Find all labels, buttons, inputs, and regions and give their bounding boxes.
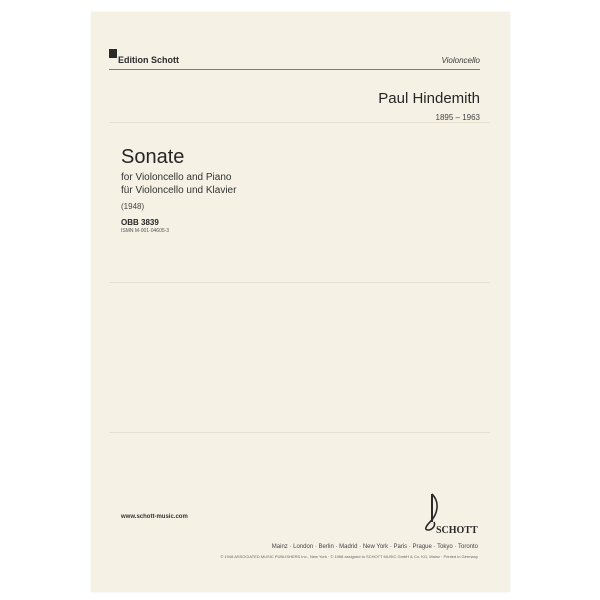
bleed-line	[109, 282, 490, 283]
subtitle-english: for Violoncello and Piano	[121, 172, 232, 183]
ismn-number: ISMN M-001-04605-3	[121, 228, 170, 234]
edition-square-icon	[109, 49, 117, 58]
bleed-line	[109, 122, 490, 123]
schott-logo-text: SCHOTT	[436, 525, 478, 536]
composer-dates: 1895 – 1963	[435, 113, 480, 122]
edition-label: Edition Schott	[118, 55, 179, 65]
composer-name: Paul Hindemith	[378, 90, 480, 107]
composition-year: (1948)	[121, 202, 145, 211]
instrument-label: Violoncello	[441, 56, 480, 65]
bleed-line	[109, 432, 490, 433]
schott-harp-logo	[418, 492, 478, 537]
subtitle-german: für Violoncello und Klavier	[121, 185, 237, 196]
header-rule	[109, 69, 480, 70]
copyright-notice: © 1948 ASSOCIATED MUSIC PUBLISHERS Inc., New York · © 1968 assigned to SCHOTT MUSIC GmbH & Co. KG, Mainz · Printed in Germany	[220, 554, 478, 559]
work-title: Sonate	[121, 146, 185, 168]
publisher-cities: Mainz · London · Berlin · Madrid · New York · Paris · Prague · Tokyo · Toronto	[271, 544, 478, 550]
score-cover	[91, 12, 510, 592]
catalog-number: OBB 3839	[121, 218, 159, 227]
publisher-url: www.schott-music.com	[121, 514, 188, 520]
